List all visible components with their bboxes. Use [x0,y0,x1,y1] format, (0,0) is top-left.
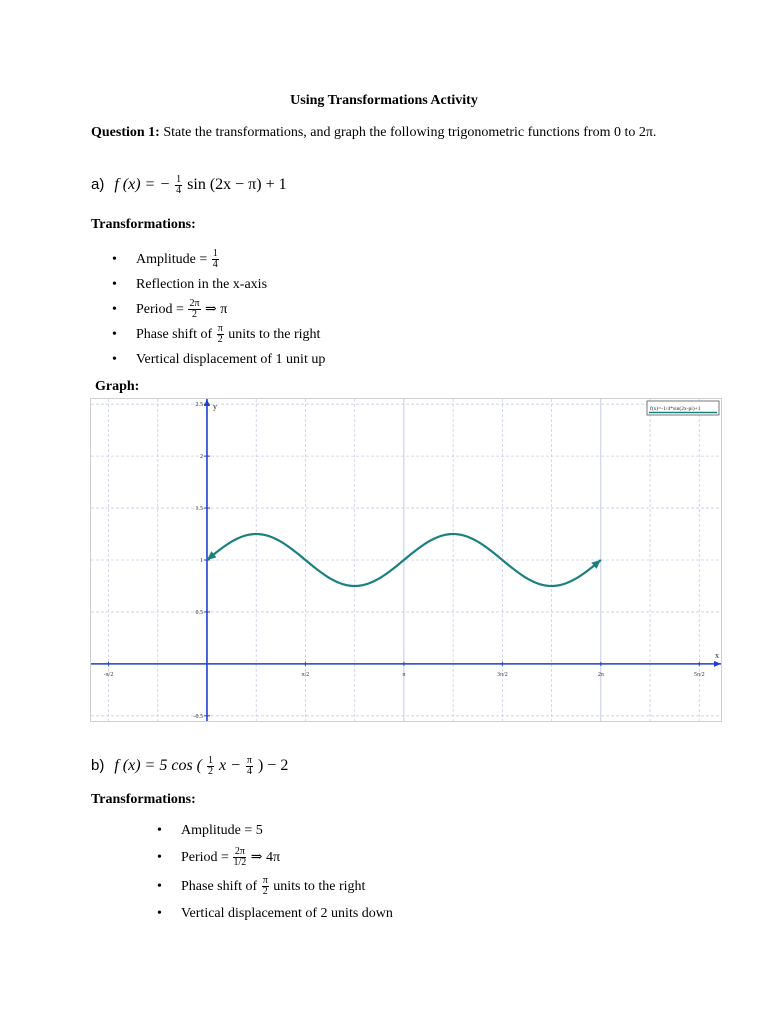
part-b-transformations-list [157,818,393,926]
item-text: Phase shift of [136,327,213,342]
list-item [157,843,393,873]
item-fraction [188,299,200,320]
fraction-denominator: 2 [262,886,268,898]
part-a-eq-fraction [175,175,182,196]
item-after: ⇒ 4π [250,850,281,865]
fraction-numerator: π [217,323,223,335]
list-item [157,901,393,926]
question-1-label: Question 1: [91,125,160,140]
item-fraction [233,847,246,868]
fraction-denominator: 2 [191,309,197,321]
legend-label: f(x)=-1/4*sin(2x-pi)+1 [650,406,701,412]
fraction-numerator: 1 [212,248,218,260]
part-a-transformations-heading: Transformations: [91,217,196,232]
x-tick-label: -π/2 [103,671,114,678]
y-tick-label: 1.5 [195,506,203,513]
y-tick-label: 0.5 [195,609,203,616]
question-1-text: State the transformations, and graph the following trigonometric functions from 0 to 2π. [163,125,657,140]
y-tick-label: 2 [199,454,203,461]
part-a-transformations-list [112,247,325,372]
x-tick-label: π/2 [301,671,310,678]
list-item [112,347,325,372]
question-1 [91,122,691,143]
part-b-equation [91,756,288,777]
item-after: ⇒ π [205,302,228,317]
part-a-label: a) [91,176,105,194]
tick-labels [104,402,719,720]
item-text: Amplitude = 5 [181,823,263,838]
part-b-eq-fraction-2 [246,756,253,777]
x-tick-label: 3π/2 [497,671,508,678]
function-graph [91,399,721,721]
y-tick-label: -0.5 [193,713,203,720]
part-b-eq-fraction-1 [207,756,214,777]
item-text: Period = [181,850,229,865]
x-tick-label: 2π [597,671,604,678]
part-b-label: b) [91,757,105,775]
fraction-numerator: 1 [176,174,182,185]
part-b-eq-left: f (x) = 5 cos ( [114,757,202,775]
x-axis-arrow [714,661,721,667]
y-axis-label: y [212,402,217,411]
list-item [112,297,325,322]
graph-panel [90,398,722,722]
list-item [112,247,325,272]
part-a-eq-left: f (x) = − [114,176,171,194]
item-text: Amplitude = [136,252,208,267]
list-item [157,818,393,843]
x-tick-label: 5π/2 [693,671,705,678]
fraction-numerator: 2π [234,846,245,858]
fraction-denominator: 1/2 [233,857,247,869]
y-tick-label: 1 [199,558,203,564]
item-fraction [262,876,269,897]
grid [91,399,721,721]
part-b-eq-right: ) − 2 [257,757,289,775]
page-title: Using Transformations Activity [290,93,478,108]
fraction-denominator: 4 [246,766,252,777]
list-item [112,322,325,347]
fraction-denominator: 4 [176,185,182,196]
list-item [112,272,325,297]
fraction-denominator: 2 [217,334,223,346]
item-after: units to the right [228,327,321,342]
part-b-eq-mid: x − [219,757,241,775]
item-text: Period = [136,302,184,317]
y-tick-label: 2.5 [195,402,203,409]
part-b-transformations-heading: Transformations: [91,792,196,807]
item-fraction [212,249,219,270]
fraction-numerator: 1 [208,755,213,766]
graph-heading: Graph: [95,379,140,394]
item-text: Phase shift of [181,879,258,894]
item-text: Vertical displacement of 2 units down [181,906,393,921]
y-axis-arrow [204,399,210,406]
part-a-eq-right: sin (2x − π) + 1 [187,176,287,194]
fraction-numerator: π [246,755,252,766]
fraction-numerator: 2π [189,298,200,310]
list-item [157,873,393,901]
part-a-equation [91,175,287,196]
fraction-denominator: 2 [208,766,213,777]
item-text: Reflection in the x-axis [136,277,268,292]
legend [647,401,719,415]
x-axis-label: x [715,650,719,660]
item-text: Vertical displacement of 1 unit up [136,352,326,367]
item-after: units to the right [273,879,366,894]
fraction-numerator: π [262,875,268,887]
fraction-denominator: 4 [212,259,218,271]
item-fraction [217,324,224,345]
x-tick-label: π [402,671,406,678]
